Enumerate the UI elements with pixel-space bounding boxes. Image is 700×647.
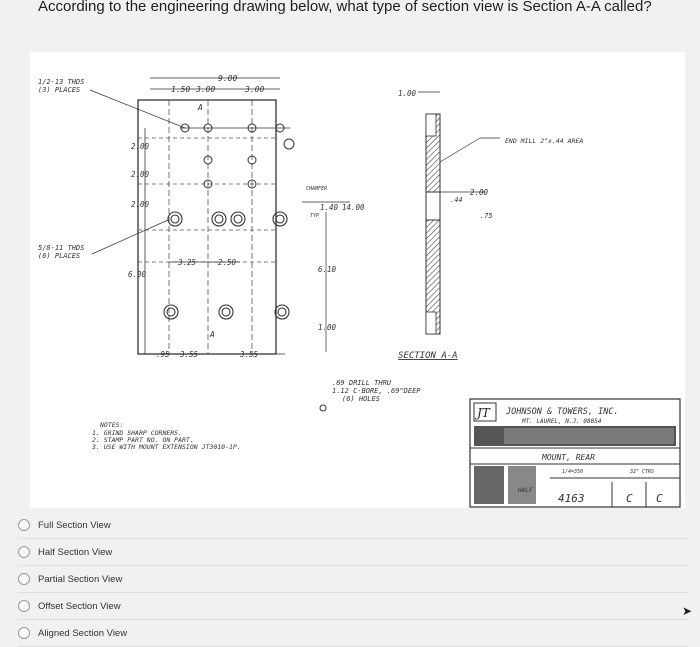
option-aligned-section[interactable] (18, 620, 688, 647)
title-block (470, 399, 680, 507)
option-label: Full Section View (38, 519, 111, 531)
dim-lower-2: 2.50 (218, 258, 237, 267)
dim-right-1: 1.40 (320, 203, 339, 212)
company-name: JOHNSON & TOWERS, INC. (506, 407, 619, 417)
dim-overall-width: 9.00 (218, 74, 238, 83)
company-address: MT. LAUREL, N.J. 08054 (522, 418, 602, 425)
section-view (398, 89, 583, 361)
section-label: SECTION A-A (398, 351, 458, 361)
note-3: 3. USE WITH MOUNT EXTENSION JT3010-1P. (92, 443, 241, 451)
dim-section-top: 1.00 (398, 89, 417, 98)
view-label-bottom: A (210, 330, 215, 339)
rev-2: C (656, 492, 663, 505)
radio-button[interactable] (18, 600, 30, 612)
option-label: Partial Section View (38, 573, 123, 585)
dim-bottom-2: 3.55 (240, 350, 259, 359)
part-name: MOUNT, REAR (542, 453, 595, 462)
scale-value: 1/4=350 (562, 469, 584, 475)
callout-chamfer: CHAMFER (306, 186, 328, 192)
option-full-section[interactable] (18, 512, 688, 539)
plate-outline (138, 100, 276, 354)
drawing-number: 4163 (558, 492, 585, 505)
dim-bottom-1: 3.55 (180, 350, 199, 359)
dim-section-w1: .44 (450, 196, 463, 204)
radio-button[interactable] (18, 573, 30, 585)
mouse-cursor-icon: ➤ (682, 604, 693, 618)
dim-bottom-left: .95 (156, 350, 170, 359)
dim-span-2: 3.00 (245, 85, 265, 94)
note-1: 1. GRIND SHARP CORNERS. (92, 429, 183, 437)
dim-row-2: 2.00 (131, 170, 150, 179)
callout-tapped-top-1: 1/2-13 THDS (38, 78, 85, 86)
dim-span-1: 3.00 (196, 85, 216, 94)
question-text: According to the engineering drawing below, what type of section view is Section A-A called? (38, 0, 652, 15)
view-label-top: A (198, 103, 203, 112)
engineering-drawing (30, 52, 685, 508)
radio-button[interactable] (18, 627, 30, 639)
tapped-holes-top (180, 124, 290, 188)
option-half-section[interactable] (18, 539, 688, 566)
option-partial-section[interactable] (18, 566, 688, 593)
dim-right-bottom: 1.00 (318, 323, 337, 332)
svg-text:JT: JT (477, 406, 490, 420)
option-label: Half Section View (38, 546, 113, 558)
dim-right-2: 14.00 (342, 203, 365, 212)
dim-right-height: 6.10 (318, 265, 337, 274)
callout-drill-3: (6) HOLES (342, 395, 380, 403)
note-2: 2. STAMP PART NO. ON PART. (92, 436, 194, 444)
dim-section-h: 2.00 (470, 188, 489, 197)
size-value: HALF (518, 487, 533, 494)
option-label: Offset Section View (38, 600, 121, 612)
callout-end-mill: END MILL 2"x.44 AREA (505, 137, 584, 145)
rev-1: C (626, 492, 633, 505)
dim-height: 6.00 (128, 270, 147, 279)
answer-options (18, 512, 688, 647)
radio-button[interactable] (18, 519, 30, 531)
callout-tapped-mid-2: (6) PLACES (38, 252, 81, 260)
drawing-svg (30, 52, 685, 508)
callout-tapped-top-2: (3) PLACES (38, 86, 81, 94)
callout-drill-1: .69 DRILL THRU (332, 379, 392, 387)
dim-lower-1: 3.25 (178, 258, 197, 267)
ctrs-value: 32" CTRS (630, 469, 655, 475)
dim-left-offset: 1.50 (171, 85, 191, 94)
callout-tapped-mid-1: 5/8-11 THDS (38, 244, 85, 252)
dim-row-1: 2.00 (131, 142, 150, 151)
dim-side-tag: TYP (310, 213, 320, 219)
dim-row-3: 2.00 (131, 200, 150, 209)
radio-button[interactable] (18, 546, 30, 558)
callout-drill-2: 1.12 C-BORE, .69"DEEP (332, 387, 421, 395)
dim-section-w2: .75 (480, 212, 493, 220)
option-offset-section[interactable] (18, 593, 688, 620)
option-label: Aligned Section View (38, 627, 128, 639)
notes-title: NOTES: (100, 421, 124, 429)
